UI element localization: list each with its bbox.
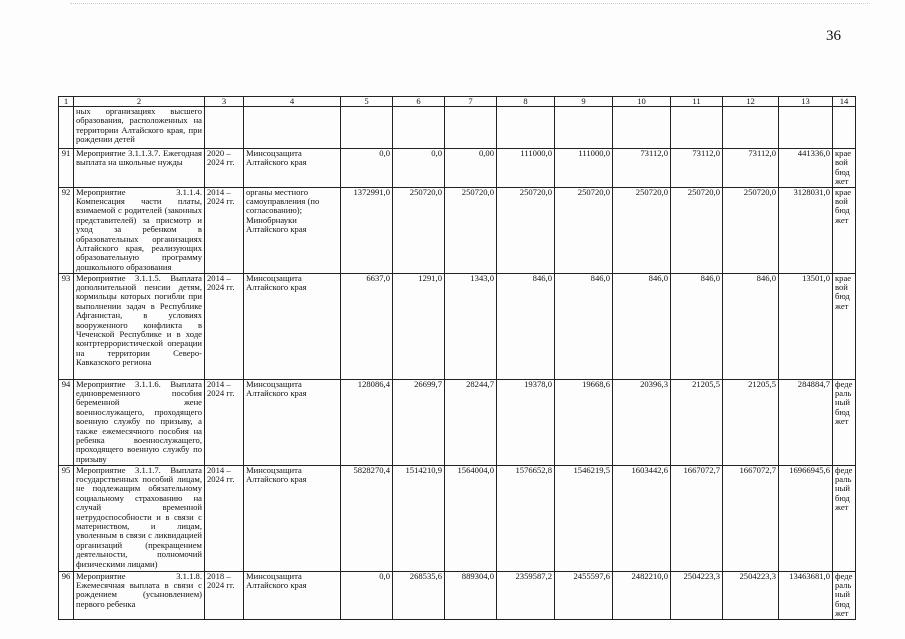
amount-cell: 26699,7 bbox=[393, 379, 445, 465]
period: 2014 – 2024 гг. bbox=[205, 187, 244, 273]
amount-cell: 73112,0 bbox=[671, 149, 723, 188]
period: 2014 – 2024 гг. bbox=[205, 273, 244, 379]
activity-name: Мероприятие 3.1.1.6. Выплата единовременного пособия беременной жене военнослужащего, проходящего военную службу по призыву, а также ежемесячного пособия на ребенка военнослужащего, проходящего военную службу по призыву bbox=[74, 379, 205, 465]
amount-cell: 1372991,0 bbox=[341, 187, 393, 273]
amount-cell: 19668,6 bbox=[555, 379, 613, 465]
amount-cell: 1514210,9 bbox=[393, 465, 445, 571]
amount-cell: 2504223,3 bbox=[723, 571, 779, 619]
amount-cell: 0,0 bbox=[341, 149, 393, 188]
column-header: 6 bbox=[393, 97, 445, 107]
amount-cell: 73112,0 bbox=[723, 149, 779, 188]
row-number: 94 bbox=[59, 379, 74, 465]
executor: Минсоцзащита Алтайского края bbox=[244, 149, 341, 188]
column-header: 5 bbox=[341, 97, 393, 107]
activity-name: Мероприятие 3.1.1.4. Компенсация части платы, взимаемой с родителей (законных представителей) за присмотр и уход за ребенком в образовательных организациях Алтайского края, реализующих образовательную программу дошкольного образования bbox=[74, 187, 205, 273]
scan-edge-line bbox=[70, 3, 870, 5]
funding-source: федеральный бюджет bbox=[833, 571, 856, 619]
amount-cell: 250720,0 bbox=[723, 187, 779, 273]
amount-cell bbox=[555, 107, 613, 149]
period bbox=[205, 107, 244, 149]
row-number bbox=[59, 107, 74, 149]
executor bbox=[244, 107, 341, 149]
amount-cell bbox=[671, 107, 723, 149]
table-row bbox=[59, 273, 856, 379]
period: 2020 – 2024 гг. bbox=[205, 149, 244, 188]
row-number: 96 bbox=[59, 571, 74, 619]
amount-cell bbox=[613, 107, 671, 149]
amount-cell: 16966945,6 bbox=[779, 465, 833, 571]
amount-cell: 3128031,0 bbox=[779, 187, 833, 273]
amount-cell: 250720,0 bbox=[671, 187, 723, 273]
amount-cell: 21205,5 bbox=[671, 379, 723, 465]
executor: Минсоцзащита Алтайского края bbox=[244, 273, 341, 379]
amount-cell: 250720,0 bbox=[445, 187, 497, 273]
activity-name: Мероприятие 3.1.1.3.7. Ежегодная выплата на школьные нужды bbox=[74, 149, 205, 188]
program-table bbox=[58, 96, 856, 620]
column-header: 2 bbox=[74, 97, 205, 107]
page-number: 36 bbox=[826, 28, 841, 44]
activity-name: ных организациях высшего образования, расположенных на территории Алтайского края, при рождении детей bbox=[74, 107, 205, 149]
header-row bbox=[59, 97, 856, 107]
amount-cell: 846,0 bbox=[555, 273, 613, 379]
table-row bbox=[59, 379, 856, 465]
column-header: 1 bbox=[59, 97, 74, 107]
row-number: 92 bbox=[59, 187, 74, 273]
column-header: 12 bbox=[723, 97, 779, 107]
column-header: 4 bbox=[244, 97, 341, 107]
amount-cell: 1603442,6 bbox=[613, 465, 671, 571]
amount-cell bbox=[779, 107, 833, 149]
amount-cell: 250720,0 bbox=[497, 187, 555, 273]
amount-cell: 128086,4 bbox=[341, 379, 393, 465]
amount-cell: 28244,7 bbox=[445, 379, 497, 465]
funding-source: краевой бюджет bbox=[833, 149, 856, 188]
funding-source: краевой бюджет bbox=[833, 273, 856, 379]
amount-cell: 2455597,6 bbox=[555, 571, 613, 619]
amount-cell: 0,0 bbox=[341, 571, 393, 619]
amount-cell: 13501,0 bbox=[779, 273, 833, 379]
period: 2014 – 2024 гг. bbox=[205, 379, 244, 465]
amount-cell: 2504223,3 bbox=[671, 571, 723, 619]
funding-source: федеральный бюджет bbox=[833, 379, 856, 465]
amount-cell bbox=[723, 107, 779, 149]
amount-cell: 0,0 bbox=[393, 149, 445, 188]
table-row bbox=[59, 187, 856, 273]
column-header: 8 bbox=[497, 97, 555, 107]
amount-cell: 250720,0 bbox=[555, 187, 613, 273]
amount-cell: 889304,0 bbox=[445, 571, 497, 619]
amount-cell: 284884,7 bbox=[779, 379, 833, 465]
activity-name: Мероприятие 3.1.1.5. Выплата дополнительной пенсии детям, кормильцы которых погибли при выполнении задач в Республике Афганистан, в условиях вооруженного конфликта в Чеченской Республике и в ходе контртеррористической операции на территории Северо-Кавказского региона bbox=[74, 273, 205, 379]
period: 2014 – 2024 гг. bbox=[205, 465, 244, 571]
activity-name: Мероприятие 3.1.1.8. Ежемесячная выплата в связи с рождением (усыновлением) первого ребенка bbox=[74, 571, 205, 619]
column-header: 14 bbox=[833, 97, 856, 107]
column-header: 11 bbox=[671, 97, 723, 107]
amount-cell bbox=[497, 107, 555, 149]
table-row bbox=[59, 149, 856, 188]
amount-cell bbox=[445, 107, 497, 149]
amount-cell: 5828270,4 bbox=[341, 465, 393, 571]
amount-cell: 1291,0 bbox=[393, 273, 445, 379]
funding-source: краевой бюджет bbox=[833, 187, 856, 273]
amount-cell: 1564004,0 bbox=[445, 465, 497, 571]
amount-cell: 1667072,7 bbox=[671, 465, 723, 571]
amount-cell: 250720,0 bbox=[393, 187, 445, 273]
amount-cell: 846,0 bbox=[613, 273, 671, 379]
funding-source bbox=[833, 107, 856, 149]
column-header: 9 bbox=[555, 97, 613, 107]
amount-cell: 111000,0 bbox=[555, 149, 613, 188]
table-row bbox=[59, 107, 856, 149]
row-number: 91 bbox=[59, 149, 74, 188]
amount-cell: 846,0 bbox=[671, 273, 723, 379]
period: 2018 – 2024 гг. bbox=[205, 571, 244, 619]
table-row bbox=[59, 571, 856, 619]
table-row bbox=[59, 465, 856, 571]
amount-cell bbox=[393, 107, 445, 149]
amount-cell: 250720,0 bbox=[613, 187, 671, 273]
funding-source: федеральный бюджет bbox=[833, 465, 856, 571]
executor: органы местного самоуправления (по согласованию); Минобрнауки Алтайского края bbox=[244, 187, 341, 273]
amount-cell: 846,0 bbox=[723, 273, 779, 379]
amount-cell bbox=[341, 107, 393, 149]
amount-cell: 268535,6 bbox=[393, 571, 445, 619]
amount-cell: 21205,5 bbox=[723, 379, 779, 465]
executor: Минсоцзащита Алтайского края bbox=[244, 571, 341, 619]
row-number: 95 bbox=[59, 465, 74, 571]
amount-cell: 19378,0 bbox=[497, 379, 555, 465]
amount-cell: 6637,0 bbox=[341, 273, 393, 379]
amount-cell: 1343,0 bbox=[445, 273, 497, 379]
amount-cell: 1667072,7 bbox=[723, 465, 779, 571]
amount-cell: 441336,0 bbox=[779, 149, 833, 188]
column-header: 7 bbox=[445, 97, 497, 107]
amount-cell: 2359587,2 bbox=[497, 571, 555, 619]
amount-cell: 0,00 bbox=[445, 149, 497, 188]
row-number: 93 bbox=[59, 273, 74, 379]
amount-cell: 13463681,0 bbox=[779, 571, 833, 619]
amount-cell: 73112,0 bbox=[613, 149, 671, 188]
amount-cell: 1546219,5 bbox=[555, 465, 613, 571]
amount-cell: 846,0 bbox=[497, 273, 555, 379]
amount-cell: 2482210,0 bbox=[613, 571, 671, 619]
amount-cell: 111000,0 bbox=[497, 149, 555, 188]
column-header: 10 bbox=[613, 97, 671, 107]
executor: Минсоцзащита Алтайского края bbox=[244, 465, 341, 571]
column-header: 13 bbox=[779, 97, 833, 107]
amount-cell: 1576652,8 bbox=[497, 465, 555, 571]
amount-cell: 20396,3 bbox=[613, 379, 671, 465]
column-header: 3 bbox=[205, 97, 244, 107]
activity-name: Мероприятие 3.1.1.7. Выплата государственных пособий лицам, не подлежащим обязательному социальному страхованию на случай временной нетрудоспособности и в связи с материнством, и лицам, уволенным в связи с ликвидацией организаций (прекращением деятельности, полномочий физическими лицами) bbox=[74, 465, 205, 571]
executor: Минсоцзащита Алтайского края bbox=[244, 379, 341, 465]
